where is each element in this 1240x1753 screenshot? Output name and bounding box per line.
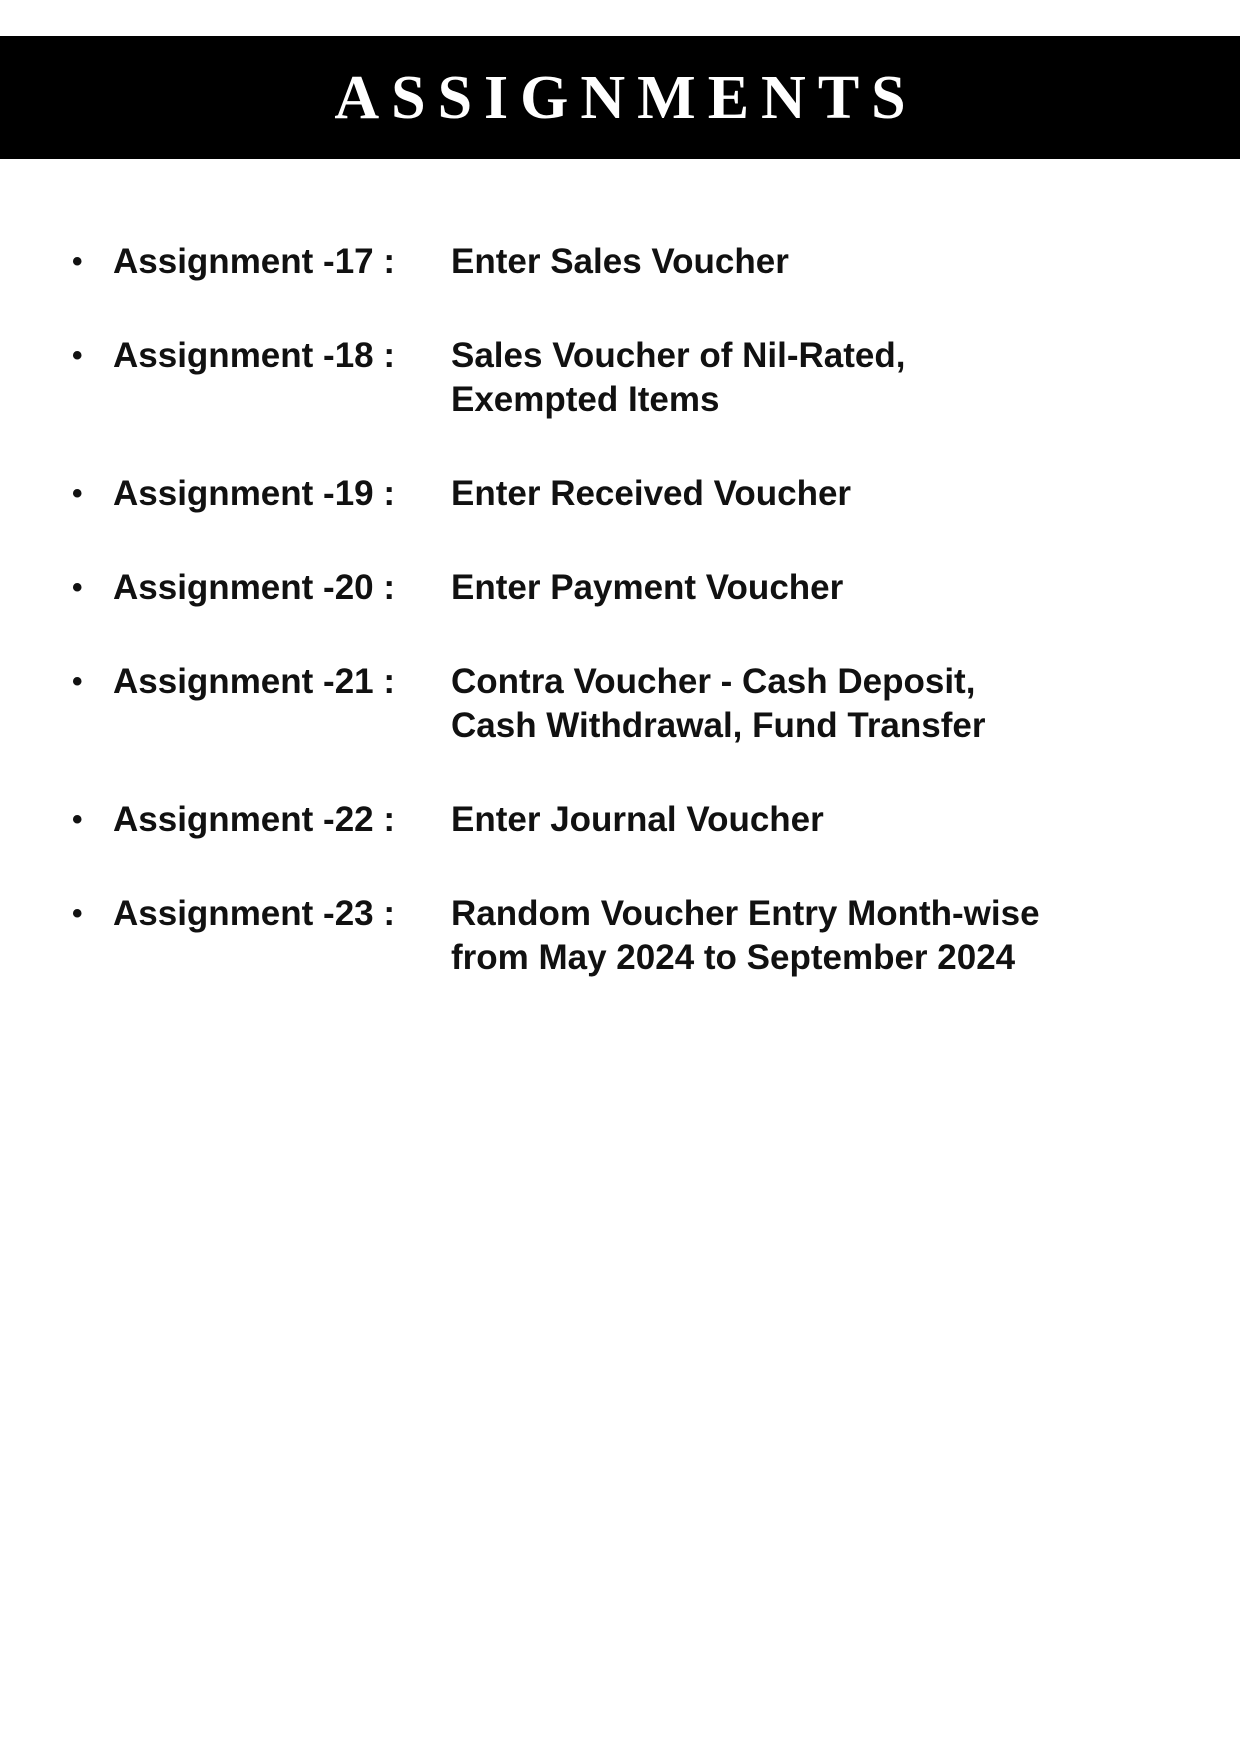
description-line: Enter Journal Voucher [451,800,824,839]
assignment-label: Assignment -19 : [113,474,395,513]
assignment-description [451,892,1191,980]
bullet-icon: • [72,245,83,278]
list-item [0,892,1240,980]
list-item [0,660,1240,748]
description-line: Contra Voucher - Cash Deposit, [451,662,976,701]
assignment-label: Assignment -21 : [113,662,395,701]
assignment-list [0,240,1240,1030]
list-item [0,240,1240,284]
assignment-label: Assignment -22 : [113,800,395,839]
description-line: from May 2024 to September 2024 [451,938,1016,977]
page-title: ASSIGNMENTS [334,63,918,132]
description-line: Sales Voucher of Nil-Rated, [451,336,906,375]
bullet-icon: • [72,477,83,510]
bullet-icon: • [72,803,83,836]
assignment-description [451,798,1191,842]
title-banner [0,36,1240,159]
assignment-label: Assignment -18 : [113,336,395,375]
list-item [0,798,1240,842]
assignment-label: Assignment -23 : [113,894,395,933]
assignment-description [451,334,1191,422]
assignment-description [451,660,1191,748]
bullet-icon: • [72,571,83,604]
description-line: Enter Received Voucher [451,474,852,513]
assignment-label: Assignment -17 : [113,242,395,281]
description-line: Exempted Items [451,380,720,419]
list-item [0,472,1240,516]
assignment-description [451,472,1191,516]
bullet-icon: • [72,339,83,372]
assignment-label: Assignment -20 : [113,568,395,607]
list-item [0,566,1240,610]
assignment-description [451,566,1191,610]
list-item [0,334,1240,422]
assignment-description [451,240,1191,284]
bullet-icon: • [72,897,83,930]
description-line: Enter Payment Voucher [451,568,844,607]
description-line: Enter Sales Voucher [451,242,789,281]
bullet-icon: • [72,665,83,698]
description-line: Cash Withdrawal, Fund Transfer [451,706,986,745]
description-line: Random Voucher Entry Month-wise [451,894,1040,933]
